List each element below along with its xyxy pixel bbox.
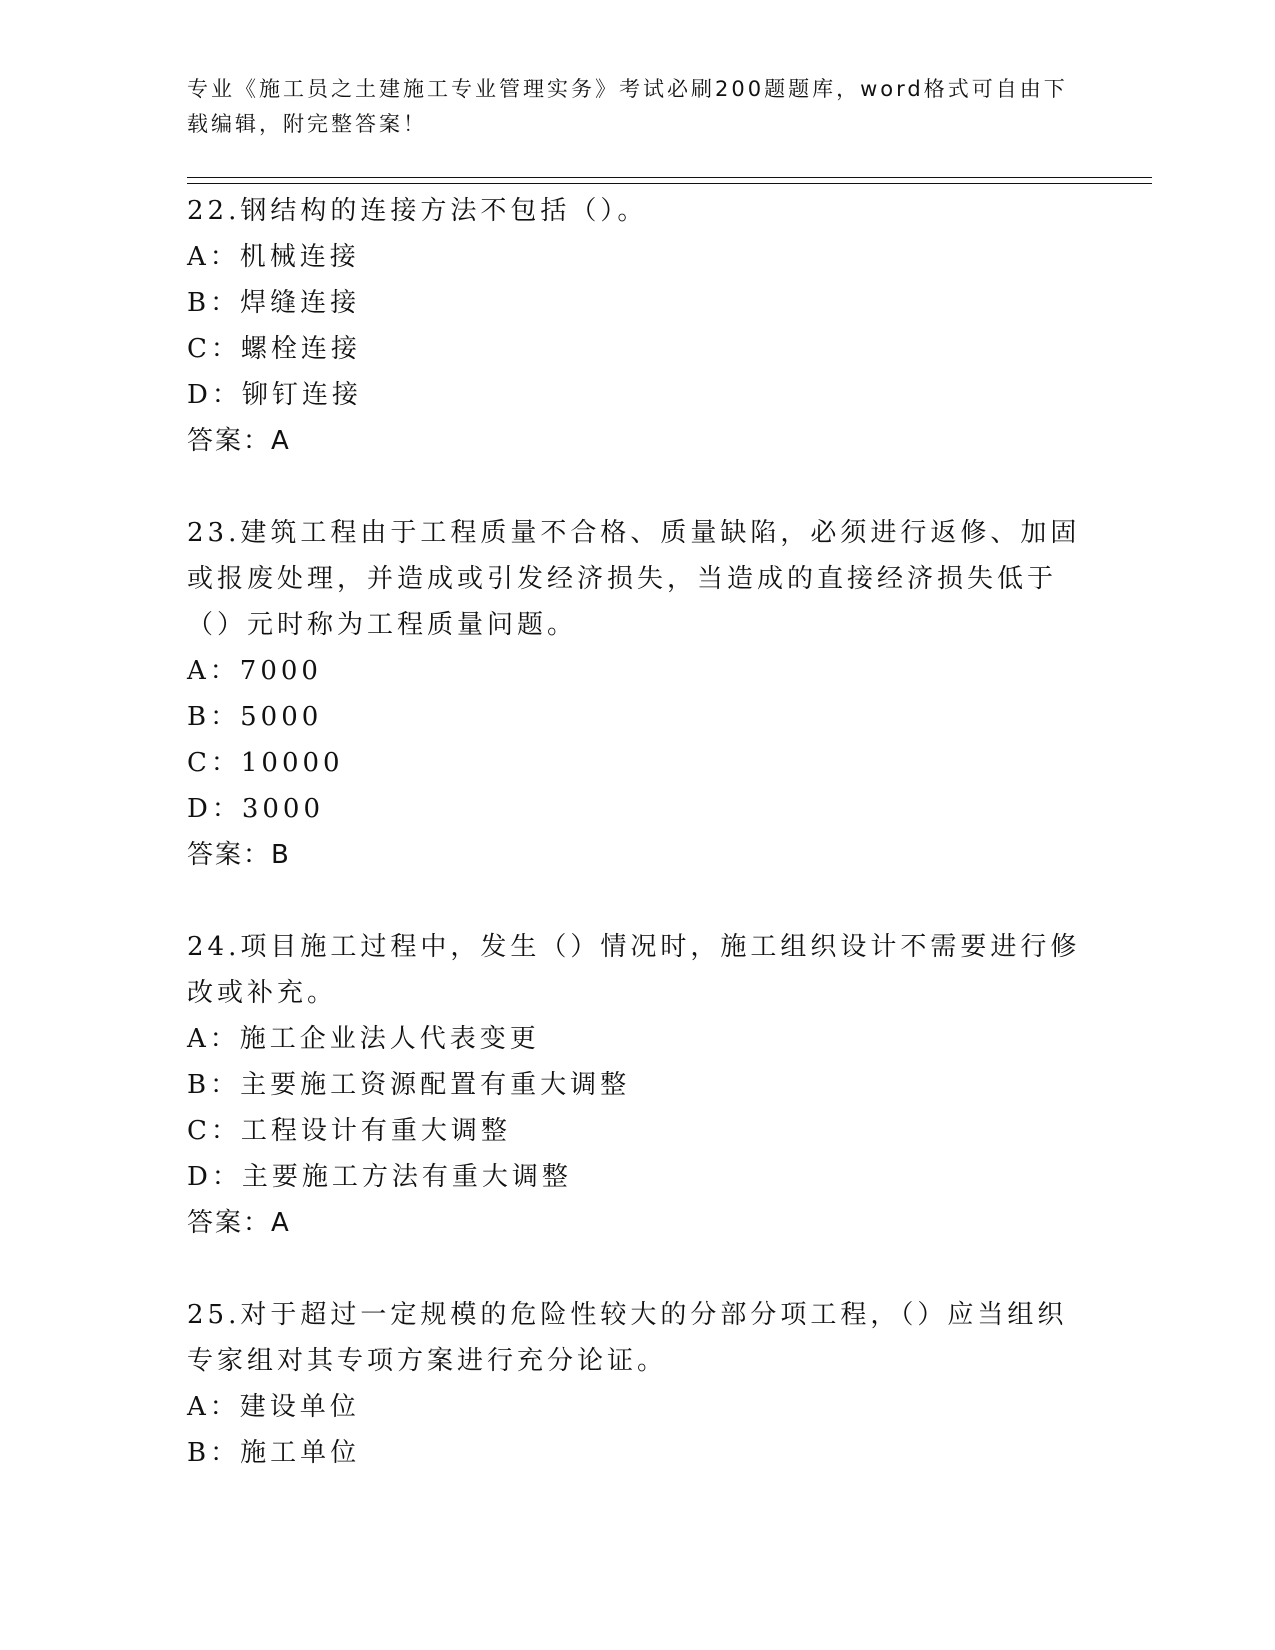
option-c: C：工程设计有重大调整 (187, 1116, 511, 1146)
answer-line: 答案：A (187, 1208, 291, 1238)
option-d: D：3000 (187, 794, 325, 824)
question-25 (187, 1292, 1087, 1476)
question-stem: 25.对于超过一定规模的危险性较大的分部分项工程，（）应当组织专家组对其专项方案进行充分论证。 (187, 1300, 1068, 1376)
option-a: A：机械连接 (187, 242, 360, 272)
option-a: A：施工企业法人代表变更 (187, 1024, 540, 1054)
document-header: 专业《施工员之土建施工专业管理实务》考试必刷200题题库，word格式可自由下载编辑，附完整答案！ (187, 77, 1068, 136)
question-stem: 23.建筑工程由于工程质量不合格、质量缺陷，必须进行返修、加固或报废处理，并造成或引发经济损失，当造成的直接经济损失低于（）元时称为工程质量问题。 (187, 518, 1081, 640)
question-23 (187, 510, 1087, 878)
header-divider-bottom (187, 183, 1152, 184)
question-24 (187, 924, 1087, 1246)
question-22 (187, 188, 1087, 464)
option-c: C：螺栓连接 (187, 334, 361, 364)
header-divider-top (187, 177, 1152, 178)
option-b: B：5000 (187, 702, 323, 732)
question-list (187, 188, 1087, 1522)
option-b: B：施工单位 (187, 1438, 361, 1468)
option-d: D：铆钉连接 (187, 380, 362, 410)
answer-line: 答案：A (187, 426, 291, 456)
question-stem: 22.钢结构的连接方法不包括（）。 (187, 196, 648, 226)
option-b: B：焊缝连接 (187, 288, 361, 318)
option-c: C：10000 (187, 748, 344, 778)
question-stem: 24.项目施工过程中，发生（）情况时，施工组织设计不需要进行修改或补充。 (187, 932, 1081, 1008)
option-d: D：主要施工方法有重大调整 (187, 1162, 572, 1192)
option-a: A：7000 (187, 656, 322, 686)
answer-line: 答案：B (187, 840, 291, 870)
option-a: A：建设单位 (187, 1392, 360, 1422)
option-b: B：主要施工资源配置有重大调整 (187, 1070, 631, 1100)
